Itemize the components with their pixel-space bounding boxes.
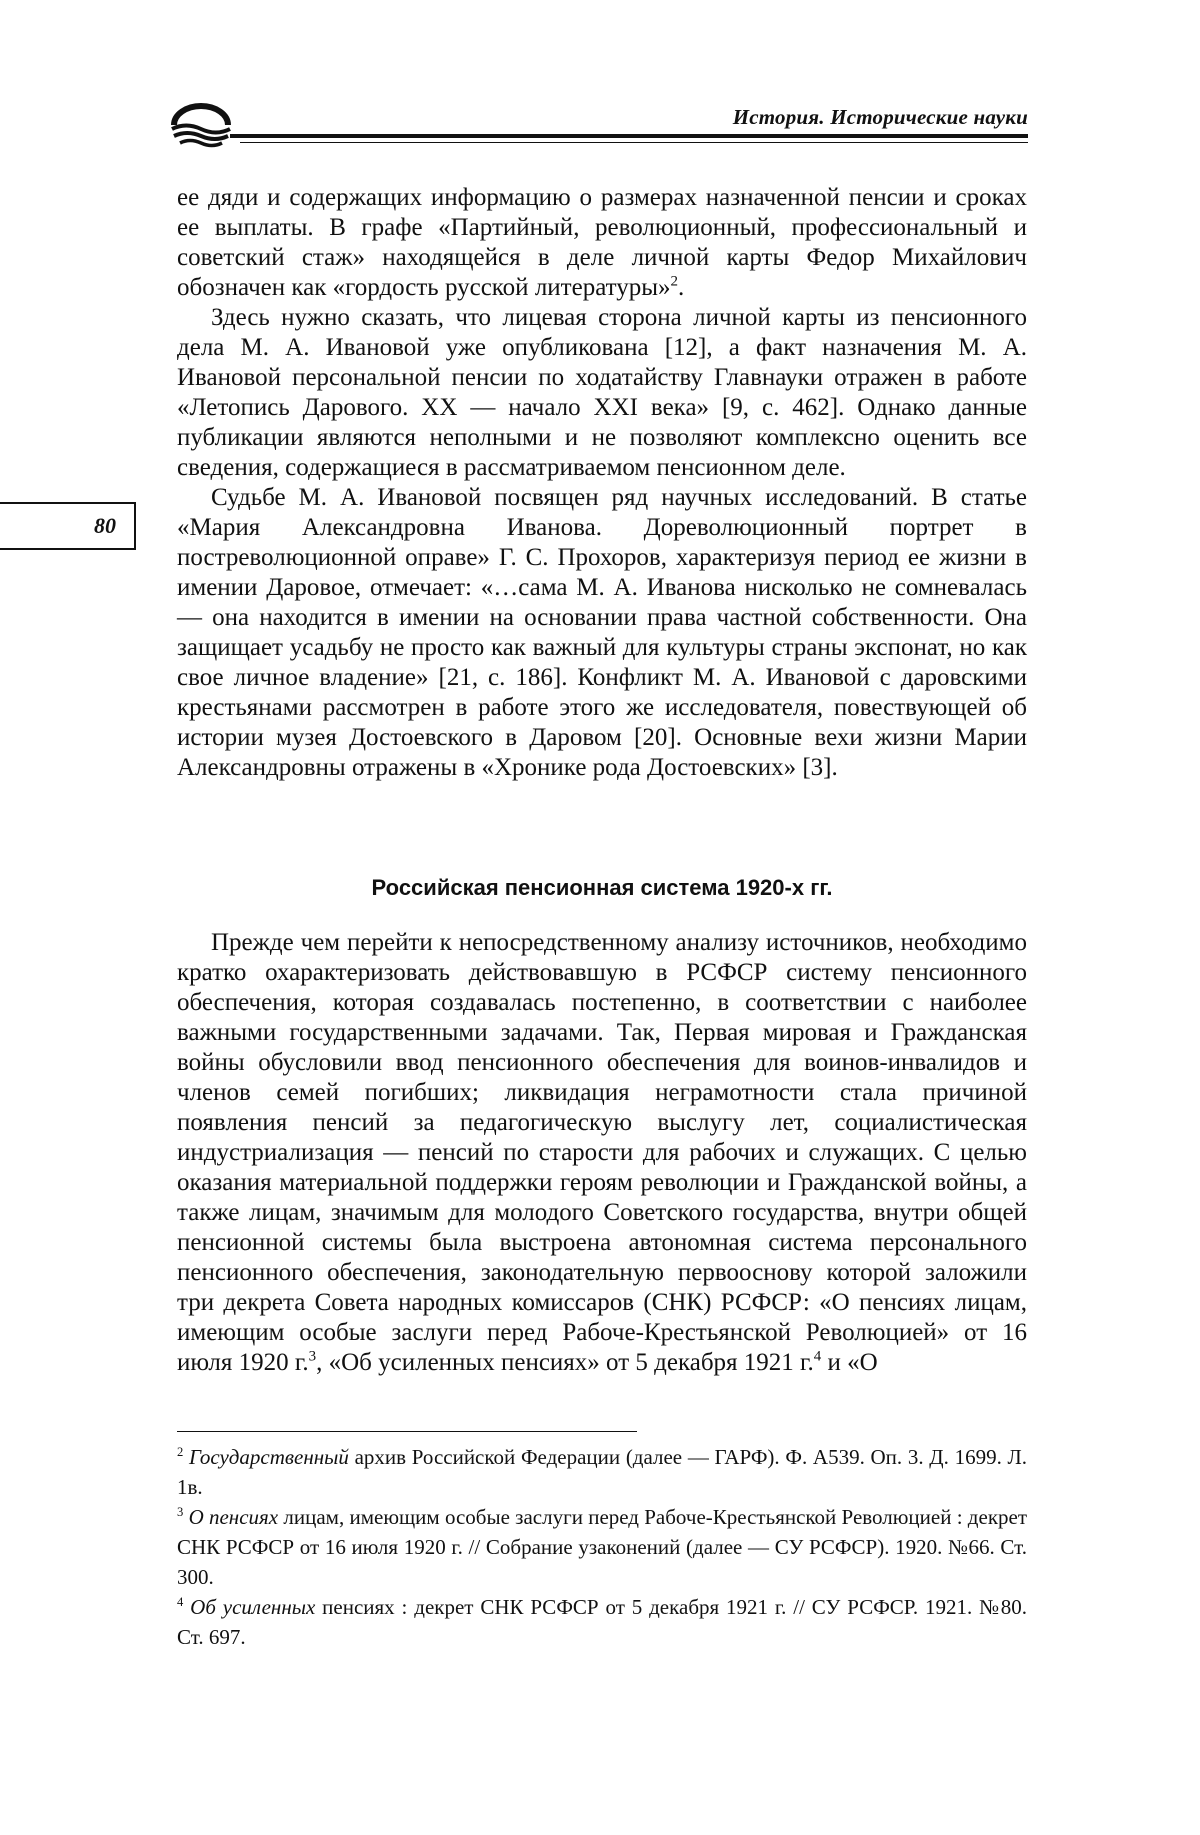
running-title: История. Исторические науки: [732, 105, 1028, 129]
body-text-section: [177, 928, 1027, 1378]
footnote: $^4$ Об усиленных пенсиях : декрет СНК РСФСР от 5 декабря 1921 г. // СУ РСФСР. 1921. №80. Ст. 697.: [177, 1595, 1028, 1649]
paragraph-3: Судьбе М. А. Ивановой посвящен ряд научных исследований. В статье «Мария Александровна Иванова. Дореволюционный портрет в постреволюционной оправе» Г. С. Прохоров, характеризуя период ее жизни в имении Даровое, отмечает: «…сама М. А. Иванова нисколько не сомневалась — она находится в имении на основании права частной собственности. Она защищает усадьбу не просто как важный для культуры страны экспонат, но как свое личное владение» [21, с. 186]. Конфликт М. А. Ивановой с даровскими крестьянами рассмотрен в работе этого же исследователя, повествующей об истории музея Достоевского в Даровом [20]. Основные вехи жизни Марии Александровны отражены в «Хронике рода Достоевских» [3].: [177, 484, 1027, 781]
journal-logo-icon: [168, 103, 234, 149]
section-heading: Российская пенсионная система 1920-х гг.: [371, 875, 833, 900]
footnote-ref-4: 4: [813, 1348, 822, 1365]
footnote-ref-2: 2: [670, 273, 679, 290]
paragraph-2: Здесь нужно сказать, что лицевая сторона личной карты из пенсионного дела М. А. Ивановой уже опубликована [12], а факт назначения М. А. Ивановой персональной пенсии по ходатайству Главнауки отражен в работе «Летопись Дарового. XX — начало XXI века» [9, с. 462]. Однако данные публикации являются неполными и не позволяют комплексно оценить все сведения, содержащиеся в рассматриваемом пенсионном деле.: [177, 304, 1027, 481]
page-number-box: [0, 502, 136, 550]
page-header: [168, 95, 1028, 145]
body-text: [177, 183, 1027, 783]
page-number: 80: [94, 513, 116, 538]
footnote: $^3$ О пенсиях лицам, имеющим особые заслуги перед Рабоче-Крестьянской Революцией : декрет СНК РСФСР от 16 июля 1920 г. // Собрание узаконений (далее — СУ РСФСР). 1920. №66. Ст. 300.: [177, 1505, 1028, 1589]
footnote: $^2$ Государственный архив Российской Федерации (далее — ГАРФ). Ф. А539. Оп. 3. Д. 1699. Л. 1в.: [177, 1445, 1028, 1499]
header-rule-thick: [230, 134, 1028, 138]
header-rule-thin: [240, 142, 1028, 143]
footnote-separator: [177, 1431, 637, 1432]
paragraph-1: ее дяди и содержащих информацию о размерах назначенной пенсии и сроках ее выплаты. В графе «Партийный, революционный, профессиональный и советский стаж» находящейся в деле личной карты Федор Михайлович обозначен как «гордость русской литературы»$^2$.: [177, 184, 1027, 301]
footnote-ref-3: 3: [308, 1348, 317, 1365]
footnotes: [177, 1442, 1027, 1652]
paragraph-4: Прежде чем перейти к непосредственному анализу источников, необходимо кратко охарактеризовать действовавшую в РСФСР систему пенсионного обеспечения, которая создавалась постепенно, в соответствии с наиболее важными государственными задачами. Так, Первая мировая и Гражданская войны обусловили ввод пенсионного обеспечения для воинов-инвалидов и членов семей погибших; ликвидация неграмотности стала причиной появления пенсий за педагогическую выслугу лет, социалистическая индустриализация — пенсий по старости для рабочих и служащих. С целью оказания материальной поддержки героям революции и Гражданской войны, а также лицам, значимым для молодого Советского государства, внутри общей пенсионной системы была выстроена автономная система персонального пенсионного обеспечения, законодательную первооснову которой заложили три декрета Совета народных комиссаров (СНК) РСФСР: «О пенсиях лицам, имеющим особые заслуги перед Рабоче-Крестьянской Революцией» от 16 июля 1920 г.$^3$, «Об усиленных пенсиях» от 5 декабря 1921 г.$^4$ и «О: [177, 929, 1027, 1376]
